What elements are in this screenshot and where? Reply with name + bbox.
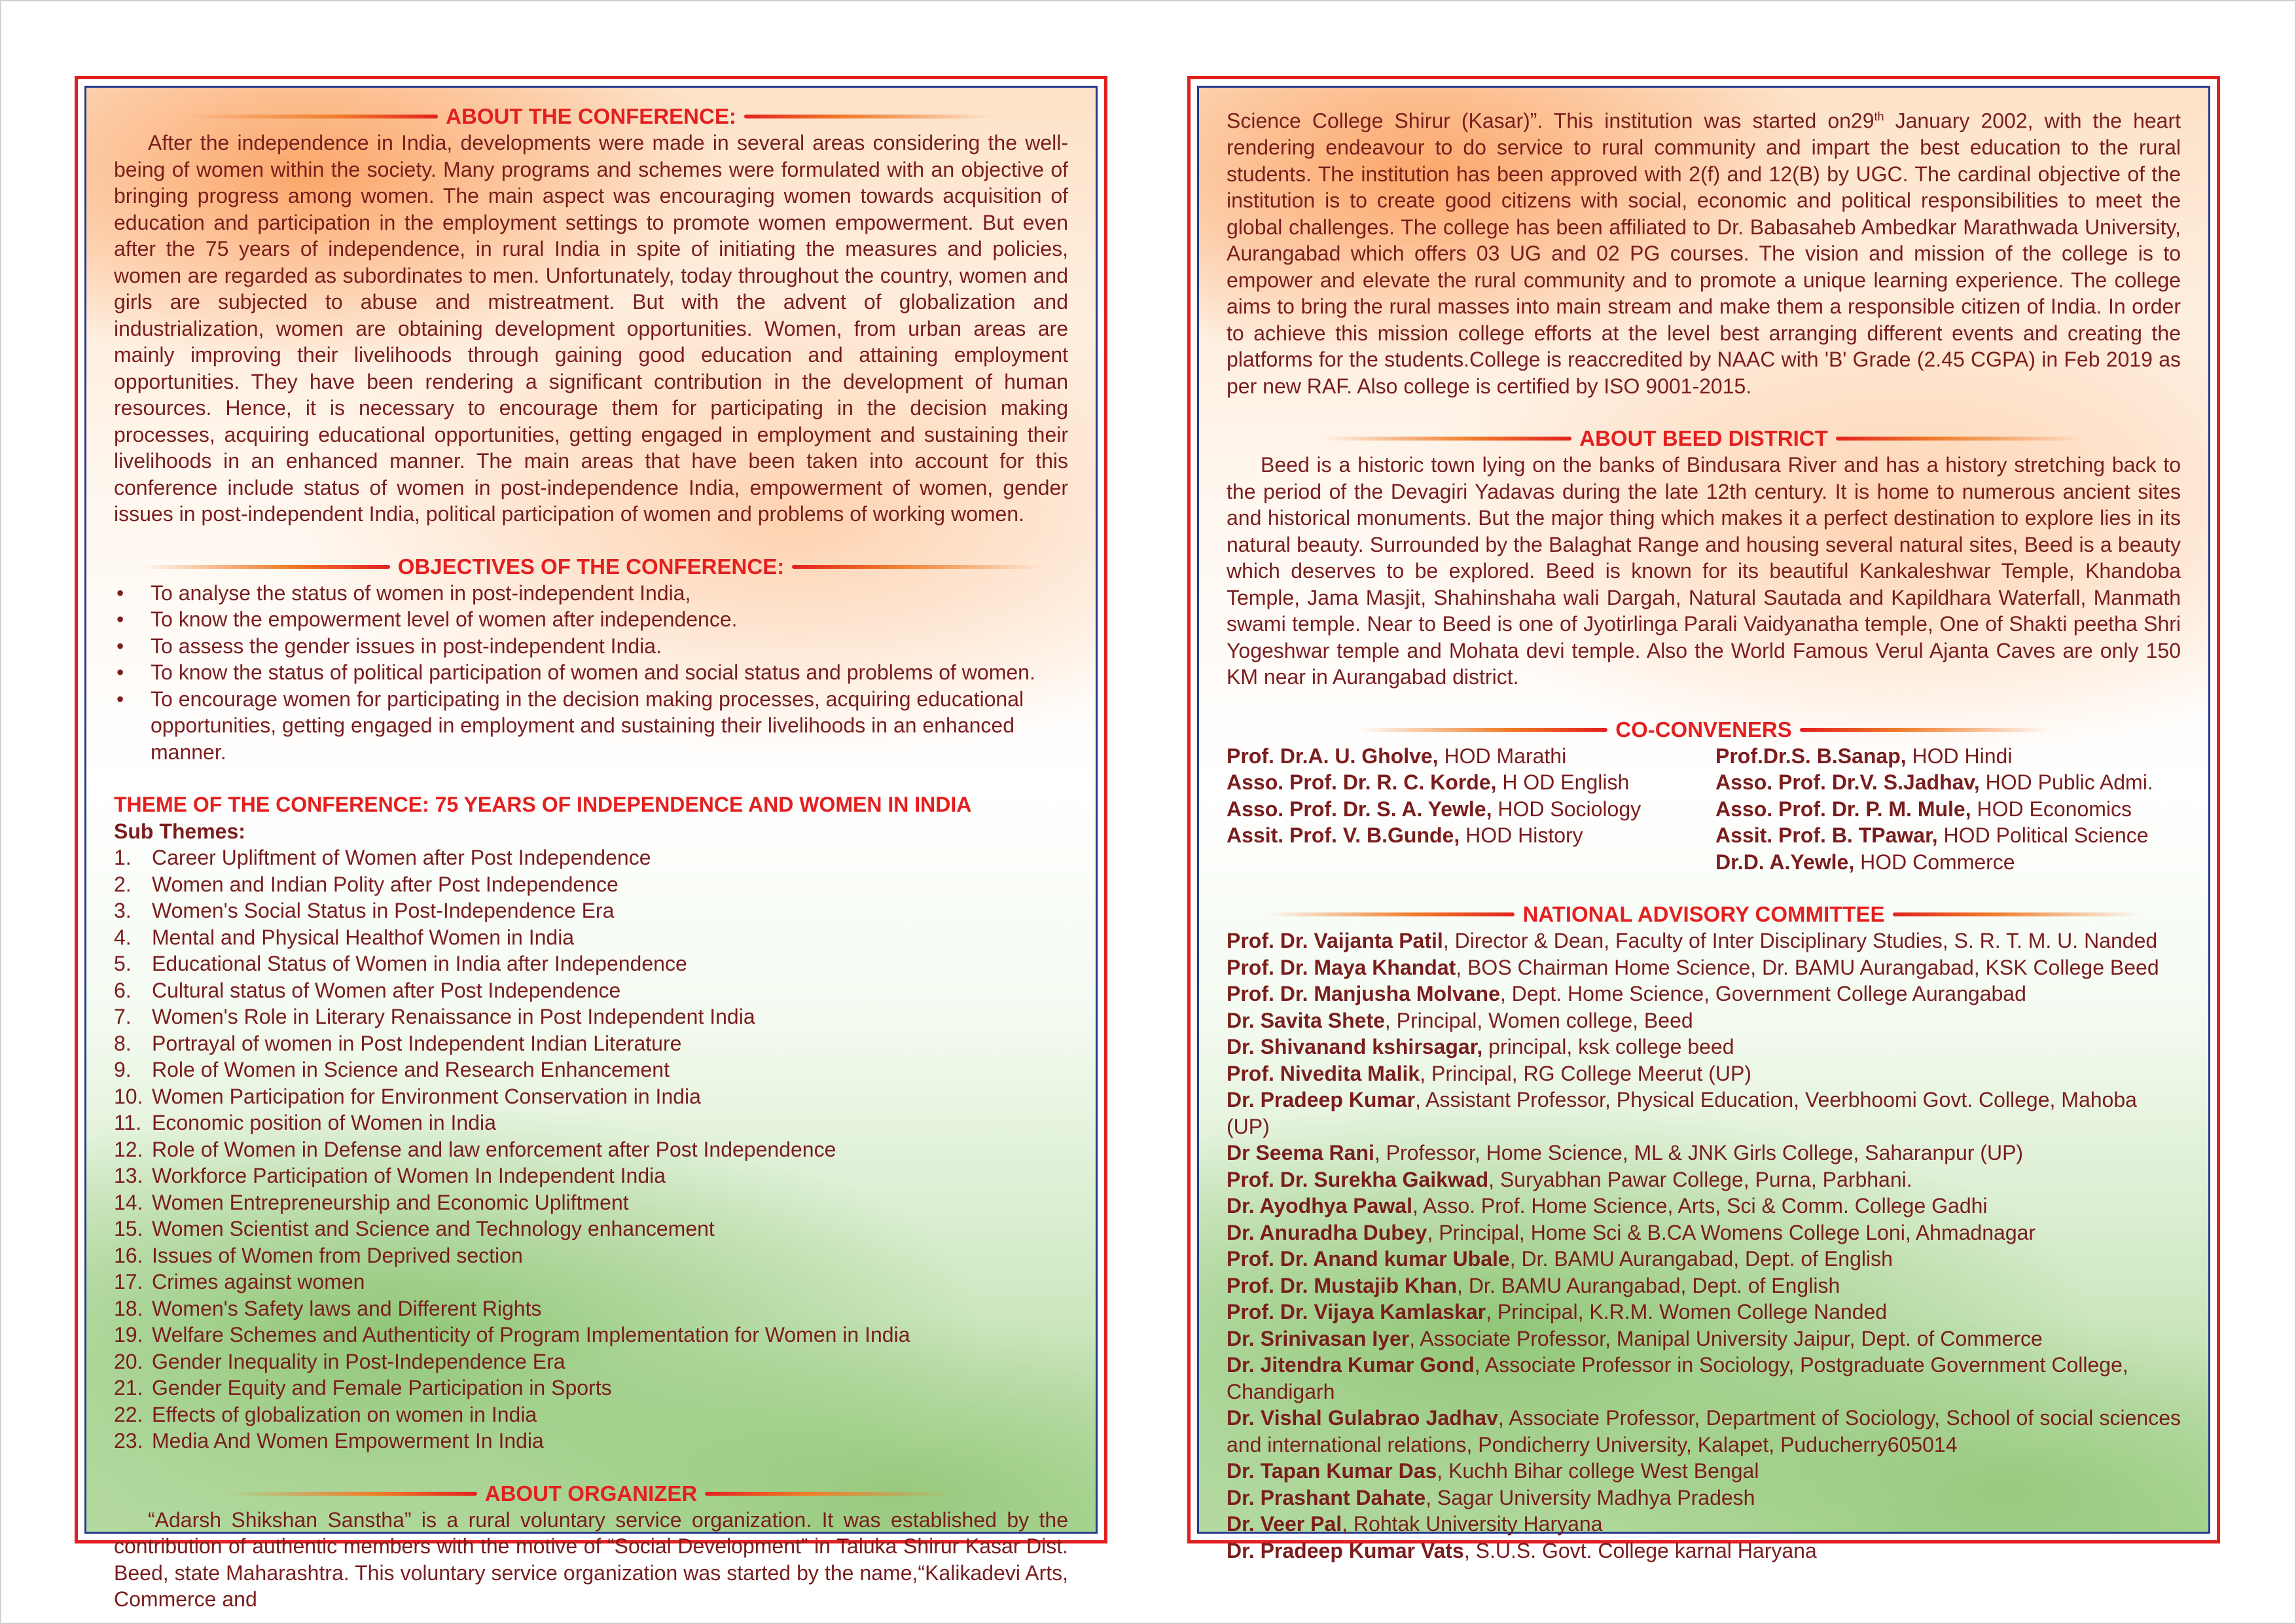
sub-theme-item (114, 1322, 1068, 1348)
member-name: Prof. Dr. Anand kumar Ubale (1227, 1247, 1510, 1271)
sub-theme-text: Effects of globalization on women in India (152, 1402, 537, 1426)
advisory-member (1227, 1272, 2181, 1299)
theme-title: THEME OF THE CONFERENCE: 75 YEARS OF INDEPENDENCE AND WOMEN IN INDIA (114, 793, 972, 816)
heading-rule-right (792, 565, 1041, 569)
objectives-heading (114, 554, 1068, 580)
sub-theme-number: 10. (114, 1084, 143, 1108)
member-name: Dr. Srinivasan Iyer (1227, 1326, 1410, 1350)
sub-theme-number: 7. (114, 1005, 132, 1028)
member-detail: , Director & Dean, Faculty of Inter Disciplinary Studies, S. R. T. M. U. Nanded (1443, 929, 2158, 953)
co-convener (1715, 849, 2181, 876)
advisory-member (1227, 981, 2181, 1007)
sub-theme-item (114, 1189, 1068, 1216)
co-convener (1227, 743, 1715, 770)
heading-rule-right (1893, 912, 2142, 916)
sub-theme-number: 11. (114, 1111, 142, 1134)
objectives-title: OBJECTIVES OF THE CONFERENCE: (397, 554, 785, 579)
spacer (114, 765, 1068, 791)
advisory-member (1227, 1193, 2181, 1219)
sub-theme-number: 4. (114, 925, 132, 949)
co-convener-role: HOD Marathi (1438, 744, 1567, 768)
member-detail: , Dept. Home Science, Government College Aurangabad (1499, 982, 2026, 1006)
advisory-member (1227, 1219, 2181, 1246)
co-convener-name: Asso. Prof. Dr. S. A. Yewle, (1227, 797, 1492, 821)
co-conveners-right-column (1715, 743, 2181, 876)
co-convener-name: Asso. Prof. Dr.V. S.Jadhav, (1715, 770, 1980, 795)
co-convener-name: Dr.D. A.Yewle, (1715, 850, 1855, 874)
sub-theme-text: Role of Women in Defense and law enforcement after Post Independence (152, 1137, 836, 1161)
sub-theme-text: Women Scientist and Science and Technology enhancement (152, 1217, 715, 1240)
member-name: Dr. Prashant Dahate (1227, 1485, 1426, 1509)
advisory-title: NATIONAL ADVISORY COMMITTEE (1522, 902, 1885, 927)
sub-theme-number: 21. (114, 1376, 143, 1399)
member-detail: , Dr. BAMU Aurangabad, Dept. of English (1509, 1247, 1893, 1271)
sub-theme-number: 5. (114, 952, 132, 975)
advisory-member (1227, 1034, 2181, 1060)
sub-theme-text: Gender Inequality in Post-Independence Era (152, 1349, 565, 1373)
member-name: Prof. Dr. Manjusha Molvane (1227, 982, 1500, 1006)
sub-theme-item (114, 1163, 1068, 1189)
advisory-member (1227, 1511, 2181, 1538)
co-convener (1227, 822, 1715, 849)
about-conference-text: After the independence in India, developments were made in several areas considering the well-being of women within the society. Many programs and schemes were formulated with an objective of bringing progress among women. The main aspect was encouraging women towards acquisition of education and participation in the employment settings to promote women empowerment. But even after the 75 years of independence, in rural India in spite of initiating the measures and policies, women are regarded as subordinates to men. Unfortunately, today throughout the country, women and girls are subjected to abuse and mistreatment. But with the advent of globalization and industrialization, women are obtaining development opportunities. Women, from urban areas are mainly improving their livelihoods through gaining good education and attaining employment opportunities. They have been rendering a significant contribution in the development of human resources. Hence, it is necessary to encourage them for participating in the decision making processes, acquiring educational opportunities, getting engaged in employment and sustaining their livelihoods in an enhanced manner. The main areas that have been taken into account for this conference include status of women in post-independence India, empowerment of women, gender issues in post-independent India, political participation of women and problems of working women. (114, 131, 1068, 526)
advisory-member (1227, 1458, 2181, 1485)
advisory-member (1227, 1352, 2181, 1405)
advisory-member (1227, 1087, 2181, 1140)
member-detail: , Asso. Prof. Home Science, Arts, Sci & Comm. College Gadhi (1412, 1194, 1988, 1218)
college-text (1227, 103, 2181, 399)
right-panel (1187, 76, 2220, 1562)
sub-theme-number: 13. (114, 1164, 143, 1187)
co-convener-role: H OD English (1496, 770, 1630, 795)
member-name: Dr. Veer Pal (1227, 1512, 1342, 1536)
sub-theme-number: 3. (114, 899, 132, 922)
advisory-member (1227, 1405, 2181, 1458)
sub-theme-text: Women's Role in Literary Renaissance in Post Independent India (152, 1005, 755, 1028)
co-conveners-title: CO-CONVENERS (1615, 717, 1792, 742)
objective-item: • To know the empowerment level of women after independence. (114, 606, 1068, 633)
about-organizer-text: “Adarsh Shikshan Sanstha” is a rural voluntary service organization. It was established by the contribution of authentic members with the motive of “Social Development” in Taluka Shirur Kasar Dist. Beed, state Maharashtra. This voluntary service organization was started by the name,“Kalikadevi Arts, Commerce and (114, 1507, 1068, 1611)
member-name: Dr. Pradeep Kumar Vats (1227, 1538, 1464, 1562)
member-detail: , Principal, RG College Meerut (UP) (1420, 1061, 1752, 1085)
co-convener-name: Asso. Prof. Dr. R. C. Korde, (1227, 770, 1497, 795)
sub-theme-item (114, 1348, 1068, 1375)
member-detail: , Suryabhan Pawar College, Purna, Parbhani. (1488, 1167, 1912, 1191)
member-name: Prof. Dr. Surekha Gaikwad (1227, 1167, 1489, 1191)
sub-theme-text: Women Entrepreneurship and Economic Upliftment (152, 1190, 629, 1214)
sub-theme-item (114, 924, 1068, 951)
member-detail: , Dr. BAMU Aurangabad, Dept. of English (1457, 1273, 1840, 1297)
co-convener-role: HOD Sociology (1492, 797, 1641, 821)
member-name: Prof. Dr. Mustajib Khan (1227, 1273, 1458, 1297)
sub-theme-number: 19. (114, 1323, 143, 1346)
co-convener-role: HOD Political Science (1937, 823, 2149, 848)
about-beed-heading (1227, 425, 2181, 452)
right-panel-inner (1197, 86, 2210, 1562)
advisory-member (1227, 1538, 2181, 1564)
co-convener (1227, 769, 1715, 796)
objective-item: • To encourage women for participating in the decision making processes, acquiring educational opportunities, getting engaged in employment and sustaining their livelihoods in an enhanced manner. (114, 686, 1068, 766)
co-conveners-left-column (1227, 743, 1715, 876)
co-convener-role: HOD Economics (1971, 797, 2132, 821)
member-name: Dr. Pradeep Kumar (1227, 1088, 1416, 1112)
sub-theme-item (114, 1136, 1068, 1163)
spacer (1227, 691, 2181, 717)
member-name: Prof. Nivedita Malik (1227, 1061, 1420, 1085)
sub-theme-text: Crimes against women (152, 1270, 365, 1293)
about-organizer-heading (114, 1481, 1068, 1507)
sub-theme-number: 23. (114, 1429, 143, 1453)
member-name: Dr Seema Rani (1227, 1141, 1374, 1165)
member-detail: principal, ksk college beed (1482, 1035, 1734, 1059)
heading-rule-left (1359, 728, 1607, 732)
sub-theme-item (114, 1401, 1068, 1428)
heading-rule-left (189, 115, 438, 118)
co-convener-role: HOD Public Admi. (1979, 770, 2153, 795)
co-convener-name: Assit. Prof. V. B.Gunde, (1227, 823, 1460, 848)
sub-theme-number: 17. (114, 1270, 143, 1293)
sub-theme-number: 8. (114, 1031, 132, 1055)
sub-theme-text: Portrayal of women in Post Independent Indian Literature (152, 1031, 682, 1055)
advisory-member (1227, 1485, 2181, 1511)
member-detail: , Associate Professor in Sociology, Postgraduate Government College, Chandigarh (1227, 1353, 2128, 1403)
advisory-member (1227, 1060, 2181, 1087)
member-name: Dr. Jitendra Kumar Gond (1227, 1353, 1475, 1377)
heading-rule-right (705, 1492, 954, 1496)
heading-rule-left (1266, 912, 1515, 916)
sub-theme-number: 2. (114, 872, 132, 896)
about-beed-text: Beed is a historic town lying on the banks of Bindusara River and has a history stretching back to the period of the Devagiri Yadavas during the late 12th century. It is home to numerous ancient sites and historical monuments. But the major thing which makes it a perfect destination to explore lies in its natural beauty. Surrounded by the Balaghat Range and housing several natural sites, Beed is a beauty which deserves to be explored. Beed is known for its beautiful Kankaleshwar Temple, Khandoba Temple, Jama Masjit, Shahinshaha wali Dargah, Natural Sautada and Kapildhara Waterfall, Manmath swami temple. Near to Beed is one of Jyotirlinga Parali Vaidyanatha temple, One of Shakti peetha Shri Yogeshwar temple and Mohata devi temple. Also the World Famous Verul Ajanta Caves are only 150 KM near in Aurangabad district. (1227, 453, 2181, 689)
sub-themes-title: Sub Themes: (114, 819, 245, 843)
spacer (114, 1454, 1068, 1481)
member-name: Dr. Anuradha Dubey (1227, 1220, 1427, 1244)
sub-theme-item (114, 1003, 1068, 1030)
sub-theme-text: Gender Equity and Female Participation in Sports (152, 1376, 612, 1399)
co-convener-name: Prof.Dr.S. B.Sanap, (1715, 744, 1907, 768)
member-name: Prof. Dr. Vijaya Kamlaskar (1227, 1300, 1486, 1324)
sub-theme-text: Issues of Women from Deprived section (152, 1243, 523, 1267)
sub-theme-item (114, 871, 1068, 898)
sub-theme-number: 22. (114, 1402, 143, 1426)
superscript: th (1874, 110, 1884, 123)
sub-theme-item (114, 1295, 1068, 1322)
sub-theme-text: Women's Social Status in Post-Independence Era (152, 899, 615, 922)
objective-item: • To assess the gender issues in post-independent India. (114, 633, 1068, 660)
sub-theme-item (114, 1269, 1068, 1295)
advisory-member (1227, 954, 2181, 981)
co-convener (1715, 822, 2181, 849)
member-detail: , Associate Professor, Manipal University Jaipur, Dept. of Commerce (1409, 1326, 2043, 1350)
sub-theme-text: Media And Women Empowerment In India (152, 1429, 544, 1453)
member-detail: , Kuchh Bihar college West Bengal (1437, 1459, 1759, 1483)
college-text-part: January 2002, with the heart rendering endeavour to do service to rural community and impart the best education to the rural students. The institution has been approved with 2(f) and 12(B) by UGC. The cardinal objective of the institution is to create good citizens with social, economic and political responsibilities to meet the global challenges. The college has been affiliated to Dr. Babasaheb Ambedkar Marathwada University, Aurangabad which offers 03 UG and 02 PG courses. The vision and mission of the college is to empower and elevate the rural community and to promote a unique learning experience. The college aims to bring the rural masses into main stream and make them a responsible citizen of India. In order to achieve this mission college efforts at the level best arranging different events and creating the platforms for the students.College is reaccredited by NAAC with 'B' Grade (2.45 CGPA) in Feb 2019 as per new RAF. Also college is certified by ISO 9001-2015. (1227, 109, 2181, 398)
member-detail: , Principal, K.R.M. Women College Nanded (1486, 1300, 1888, 1324)
co-conveners-heading (1227, 717, 2181, 743)
advisory-member (1227, 1166, 2181, 1193)
advisory-list (1227, 928, 2181, 1564)
member-name: Prof. Dr. Maya Khandat (1227, 955, 1456, 979)
sub-theme-item (114, 844, 1068, 871)
heading-rule-right (1836, 437, 2085, 441)
co-convener-role: HOD Hindi (1906, 744, 2013, 768)
member-detail: , Sagar University Madhya Pradesh (1426, 1485, 1755, 1509)
heading-rule-right (1800, 728, 2049, 732)
sub-theme-item (114, 1030, 1068, 1057)
sub-theme-item (114, 897, 1068, 924)
co-convener (1715, 796, 2181, 823)
sub-themes-list (114, 844, 1068, 1454)
member-detail: , Principal, Home Sci & B.CA Womens College Loni, Ahmadnagar (1427, 1220, 2036, 1244)
advisory-member (1227, 1007, 2181, 1034)
member-name: Dr. Shivanand kshirsagar, (1227, 1035, 1483, 1059)
about-organizer-title: ABOUT ORGANIZER (484, 1481, 698, 1506)
member-detail: , Assistant Professor, Physical Education, Veerbhoomi Govt. College, Mahoba (UP) (1227, 1088, 2137, 1138)
sub-theme-item (114, 1110, 1068, 1136)
member-detail: , S.U.S. Govt. College karnal Haryana (1463, 1538, 1817, 1562)
about-beed-title: ABOUT BEED DISTRICT (1579, 426, 1828, 451)
sub-theme-item (114, 1428, 1068, 1454)
sub-theme-text: Role of Women in Science and Research Enhancement (152, 1058, 670, 1081)
advisory-member (1227, 928, 2181, 954)
spacer (1227, 875, 2181, 901)
advisory-member (1227, 1140, 2181, 1166)
sub-theme-number: 16. (114, 1243, 143, 1267)
left-content (114, 103, 1068, 1613)
about-conference-title: ABOUT THE CONFERENCE: (446, 104, 736, 128)
sub-theme-item (114, 1083, 1068, 1110)
heading-rule-left (1323, 437, 1571, 441)
member-detail: , Professor, Home Science, ML & JNK Girls College, Saharanpur (UP) (1374, 1141, 2024, 1165)
left-panel (75, 76, 1107, 1611)
co-convener (1715, 769, 2181, 796)
advisory-heading (1227, 901, 2181, 928)
sub-theme-number: 18. (114, 1296, 143, 1320)
sub-theme-item (114, 950, 1068, 977)
left-panel-inner (84, 86, 1098, 1611)
advisory-member (1227, 1326, 2181, 1352)
sub-theme-item (114, 1056, 1068, 1083)
advisory-member (1227, 1246, 2181, 1272)
sub-theme-number: 12. (114, 1137, 143, 1161)
member-detail: , BOS Chairman Home Science, Dr. BAMU Aurangabad, KSK College Beed (1456, 955, 2159, 979)
sub-theme-number: 9. (114, 1058, 132, 1081)
sub-theme-text: Mental and Physical Healthof Women in India (152, 925, 575, 949)
spacer (114, 528, 1068, 554)
sub-theme-item (114, 977, 1068, 1004)
college-text-part: Science College Shirur (Kasar)”. This institution was started on29 (1227, 109, 1874, 133)
co-convener (1227, 796, 1715, 823)
member-detail: , Associate Professor, Department of Sociology, School of social sciences and international relations, Pondicherry University, Kalapet, Puducherry605014 (1227, 1406, 2181, 1456)
member-name: Dr. Vishal Gulabrao Jadhav (1227, 1406, 1498, 1430)
sub-theme-text: Educational Status of Women in India after Independence (152, 952, 687, 975)
objective-item: • To analyse the status of women in post-independent India, (114, 580, 1068, 607)
member-name: Prof. Dr. Vaijanta Patil (1227, 929, 1443, 953)
sub-theme-item (114, 1242, 1068, 1269)
sub-theme-text: Women Participation for Environment Conservation in India (152, 1084, 701, 1108)
co-convener-name: Prof. Dr.A. U. Gholve, (1227, 744, 1439, 768)
sub-theme-number: 20. (114, 1349, 143, 1373)
sub-theme-number: 15. (114, 1217, 143, 1240)
member-name: Dr. Savita Shete (1227, 1008, 1385, 1032)
member-detail: , Rohtak University Haryana (1342, 1512, 1603, 1536)
sub-theme-text: Cultural status of Women after Post Independence (152, 978, 621, 1002)
sub-theme-text: Women and Indian Polity after Post Independence (152, 872, 619, 896)
co-convener-role: HOD Commerce (1854, 850, 2015, 874)
co-convener-name: Asso. Prof. Dr. P. M. Mule, (1715, 797, 1971, 821)
spacer (1227, 399, 2181, 425)
sub-theme-item (114, 1216, 1068, 1242)
sub-theme-text: Women's Safety laws and Different Rights (152, 1296, 542, 1320)
sub-theme-text: Economic position of Women in India (152, 1111, 496, 1134)
member-name: Dr. Tapan Kumar Das (1227, 1459, 1437, 1483)
co-convener-name: Assit. Prof. B. TPawar, (1715, 823, 1938, 848)
co-conveners-grid (1227, 743, 2181, 876)
co-convener-role: HOD History (1460, 823, 1583, 848)
sub-theme-number: 1. (114, 846, 132, 869)
member-name: Dr. Ayodhya Pawal (1227, 1194, 1412, 1218)
advisory-member (1227, 1299, 2181, 1326)
sub-theme-number: 6. (114, 978, 132, 1002)
objectives-list (114, 580, 1068, 766)
sub-theme-number: 14. (114, 1190, 143, 1214)
member-detail: , Principal, Women college, Beed (1384, 1008, 1693, 1032)
sub-theme-text: Welfare Schemes and Authenticity of Program Implementation for Women in India (152, 1323, 910, 1346)
sub-theme-item (114, 1375, 1068, 1401)
about-conference-heading (114, 103, 1068, 130)
heading-rule-left (228, 1492, 477, 1496)
heading-rule-left (141, 565, 390, 569)
objective-item: • To know the status of political participation of women and social status and problems of women. (114, 659, 1068, 686)
heading-rule-right (744, 115, 993, 118)
right-content (1227, 103, 2181, 1564)
co-convener (1715, 743, 2181, 770)
sub-theme-text: Career Upliftment of Women after Post Independence (152, 846, 651, 869)
sub-theme-text: Workforce Participation of Women In Independent India (152, 1164, 666, 1187)
